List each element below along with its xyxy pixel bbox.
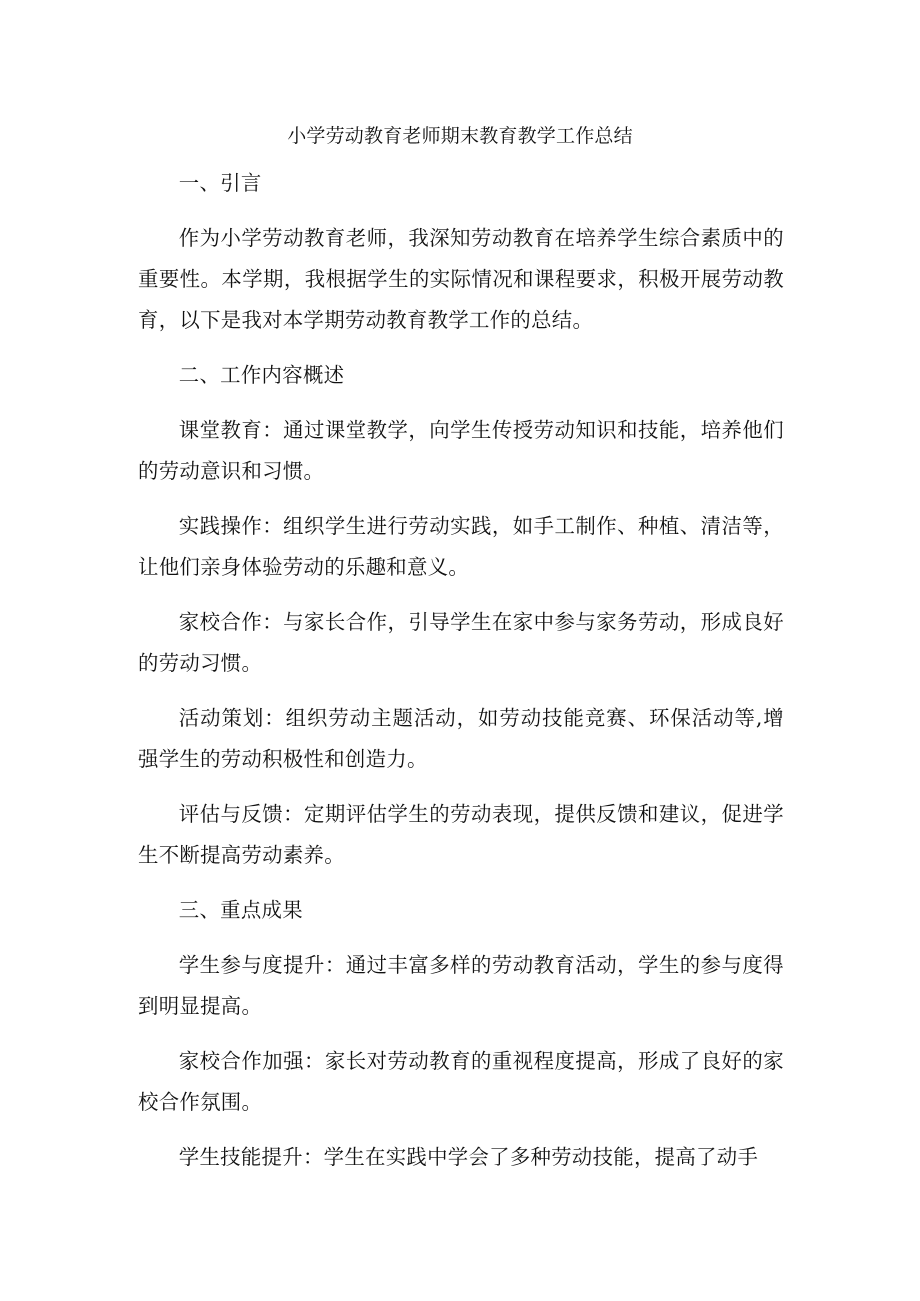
paragraph-cooperation-strengthened: 家校合作加强：家长对劳动教育的重视程度提高，形成了良好的家校合作氛围。: [138, 1049, 784, 1114]
section-heading-key-results: 三、重点成果: [178, 898, 303, 922]
paragraph-home-school-cooperation: 家校合作：与家长合作，引导学生在家中参与家务劳动，形成良好的劳动习惯。: [138, 610, 784, 675]
paragraph-activity-planning: 活动策划：组织劳动主题活动，如劳动技能竞赛、环保活动等,增强学生的劳动积极性和创造力。: [138, 706, 784, 771]
paragraph-participation-improvement: 学生参与度提升：通过丰富多样的劳动教育活动，学生的参与度得到明显提高。: [138, 953, 784, 1018]
document-title: 小学劳动教育老师期末教育教学工作总结: [287, 125, 633, 147]
paragraph-evaluation-feedback: 评估与反馈：定期评估学生的劳动表现，提供反馈和建议，促进学生不断提高劳动素养。: [138, 802, 784, 867]
paragraph-intro: 作为小学劳动教育老师，我深知劳动教育在培养学生综合素质中的重要性。本学期，我根据学生的实际情况和课程要求，积极开展劳动教育，以下是我对本学期劳动教育教学工作的总结。: [138, 226, 784, 332]
section-heading-work-overview: 二、工作内容概述: [178, 363, 345, 387]
document-body: [138, 163, 784, 1192]
section-heading-intro: 一、引言: [178, 171, 262, 195]
paragraph-skill-improvement: 学生技能提升：学生在实践中学会了多种劳动技能，提高了动手: [178, 1145, 759, 1169]
paragraph-classroom-education: 课堂教育：通过课堂教学，向学生传授劳动知识和技能，培养他们的劳动意识和习惯。: [138, 418, 784, 483]
paragraph-practical-operation: 实践操作：组织学生进行劳动实践，如手工制作、种植、清洁等，让他们亲身体验劳动的乐趣和意义。: [138, 514, 784, 579]
